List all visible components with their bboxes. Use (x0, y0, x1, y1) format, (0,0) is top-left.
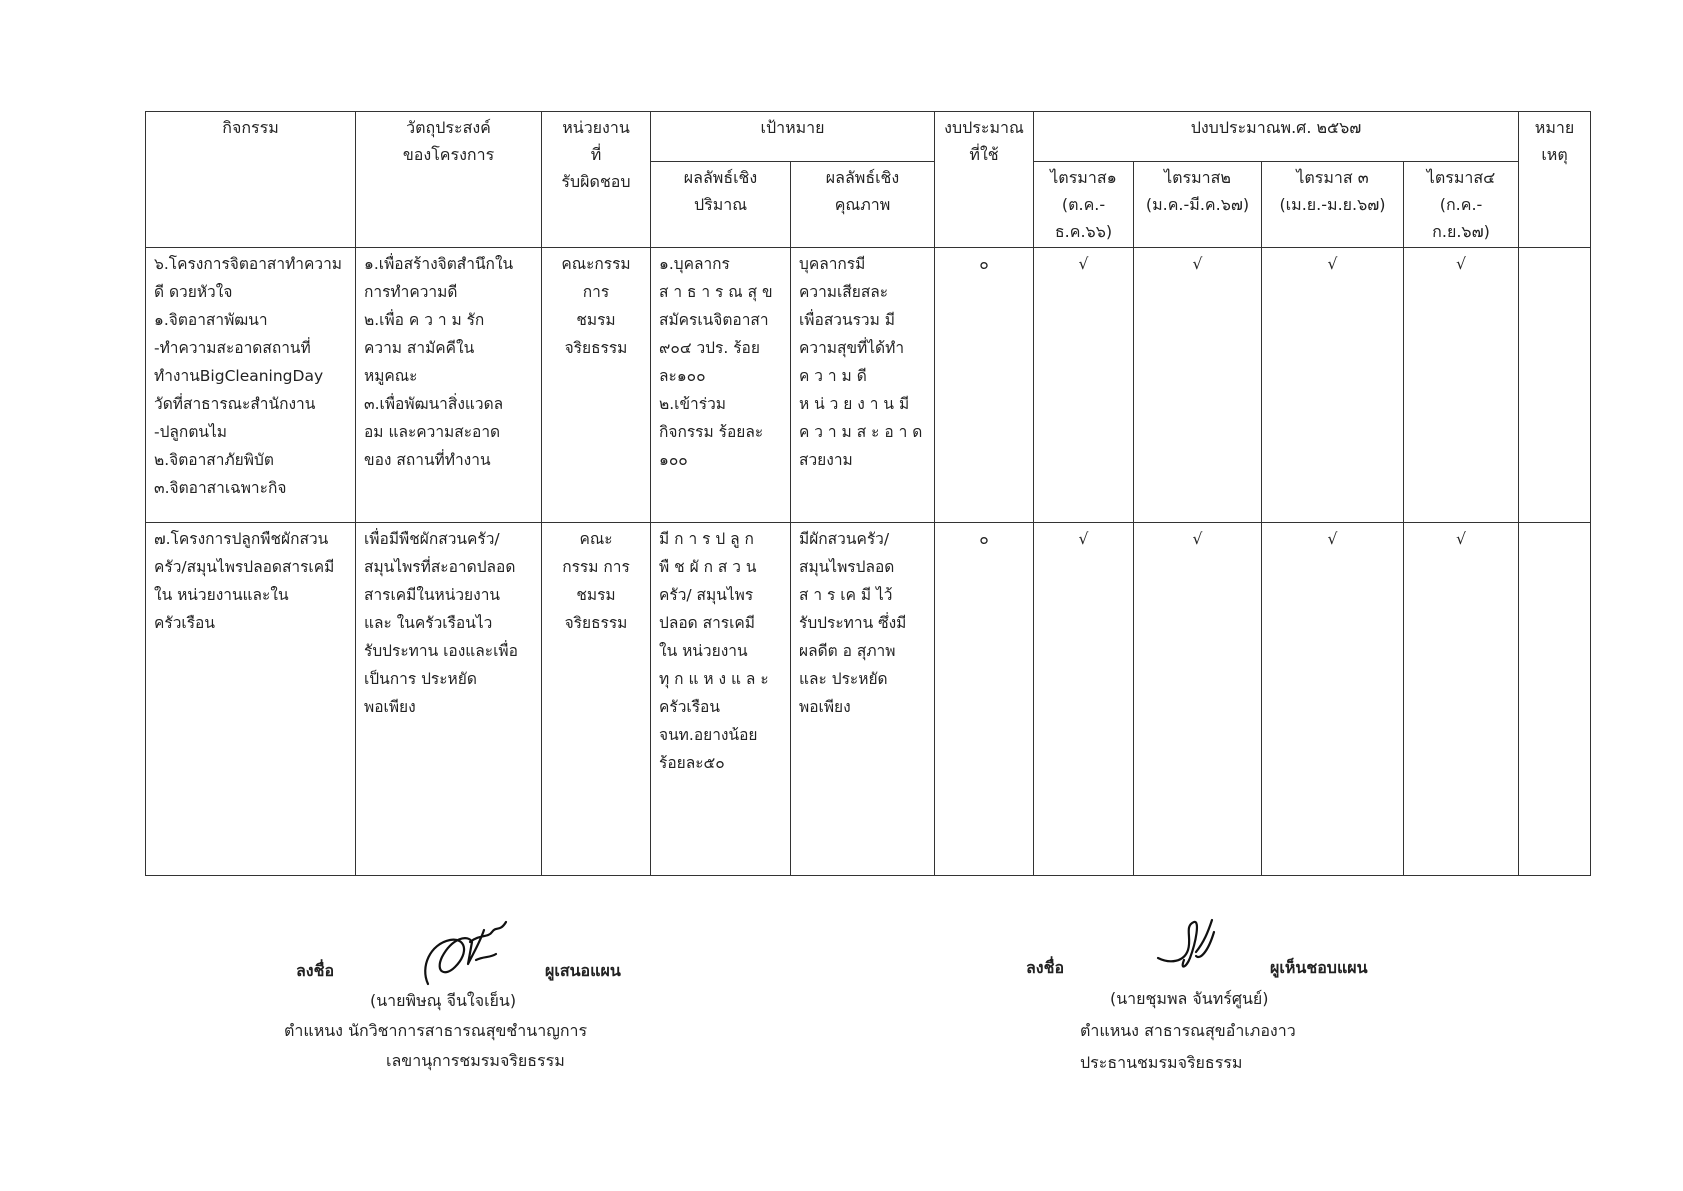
table-row (146, 523, 1591, 876)
proposer-title: เลขานุการชมรมจริยธรรม (386, 1051, 565, 1070)
cell-unit: คณะ กรรม การ ชมรม จริยธรรม (542, 523, 651, 876)
cell-quantity: มี ก า ร ป ลู ก พื ช ผั ก ส ว น ครัว/ สมุนไพร ปลอด สารเคมี ใน หน่วยงาน ทุ ก แ ห ง แ ล ะ ครัวเรือน จนท.อยางน้อย ร้อยละ๕๐ (651, 523, 791, 876)
proposer-name: (นายพิษณุ จีนใจเย็น) (370, 991, 517, 1010)
cell-q3-check: √ (1262, 248, 1404, 523)
cell-activity: ๖.โครงการจิตอาสาทำความ ดี ดวยหัวใจ ๑.จิตอาสาพัฒนา -ทำความสะอาดสถานที่ ทำงานBigCleaningDay วัดที่สาธารณะสำนักงาน -ปลูกตนไม ๒.จิตอาสาภัยพิบัต ๓.จิตอาสาเฉพาะกิจ (146, 248, 356, 523)
header-quantity: ผลลัพธ์เชิง ปริมาณ (651, 162, 791, 248)
proposer-position: ตำแหนง นักวิชาการสาธารณสุขชำนาญการ (284, 1021, 588, 1040)
approver-name: (นายชุมพล จันทร์ศูนย์) (1110, 989, 1269, 1008)
cell-q1-check: √ (1034, 523, 1134, 876)
cell-budget: ๐ (935, 523, 1034, 876)
header-activity: กิจกรรม (146, 112, 356, 248)
cell-quality: มีผักสวนครัว/ สมุนไพรปลอด ส า ร เค มี ไว้ รับประทาน ซึ่งมี ผลดีต อ สุภาพ และ ประหยัด พอเพียง (791, 523, 935, 876)
cell-objective: เพื่อมีพืชผักสวนครัว/ สมุนไพรที่สะอาดปลอด สารเคมีในหน่วยงาน และ ในครัวเรือนไว รับประทาน เองและเพื่อ เป็นการ ประหยัด พอเพียง (356, 523, 542, 876)
header-remark: หมาย เหตุ (1519, 112, 1591, 248)
header-budget: งบประมาณ ที่ใช้ (935, 112, 1034, 248)
table-row (146, 248, 1591, 523)
header-quarter-2: ไตรมาส๒ (ม.ค.-มี.ค.๖๗) (1134, 162, 1262, 248)
cell-unit: คณะกรรม การ ชมรม จริยธรรม (542, 248, 651, 523)
handwritten-signature (410, 912, 510, 992)
cell-q4-check: √ (1404, 523, 1519, 876)
header-quality: ผลลัพธ์เชิง คุณภาพ (791, 162, 935, 248)
cell-q4-check: √ (1404, 248, 1519, 523)
header-fiscal-year: ปงบประมาณพ.ศ. ๒๕๖๗ (1034, 112, 1519, 162)
cell-q2-check: √ (1134, 523, 1262, 876)
header-quarter-4: ไตรมาส๔ (ก.ค.-ก.ย.๖๗) (1404, 162, 1519, 248)
sign-label: ลงชื่อ (296, 961, 335, 980)
sign-label: ลงชื่อ (1026, 958, 1065, 977)
header-quarter-1: ไตรมาส๑ (ต.ค.-ธ.ค.๖๖) (1034, 162, 1134, 248)
header-quarter-3: ไตรมาส ๓ (เม.ย.-ม.ย.๖๗) (1262, 162, 1404, 248)
cell-quality: บุคลากรมี ความเสียสละ เพื่อสวนรวม มี ความสุขที่ได้ทำ ค ว า ม ดี ห น่ ว ย ง า น มี ค ว า ม ส ะ อ า ด สวยงาม (791, 248, 935, 523)
cell-objective: ๑.เพื่อสร้างจิตสำนึกใน การทำความดี ๒.เพื่อ ค ว า ม รัก ความ สามัคคีใน หมูคณะ ๓.เพื่อพัฒนาสิ่งแวดล อม และความสะอาด ของ สถานที่ทำงาน (356, 248, 542, 523)
project-plan-table (145, 111, 1591, 876)
header-row-1 (146, 112, 1591, 162)
cell-q1-check: √ (1034, 248, 1134, 523)
proposer-role-label: ผูเสนอแผน (545, 961, 621, 980)
cell-quantity: ๑.บุคลากร ส า ธ า ร ณ สุ ข สมัครเนจิตอาสา ๙๐๔ วปร. ร้อย ละ๑๐๐ ๒.เข้าร่วม กิจกรรม ร้อยละ ๑๐๐ (651, 248, 791, 523)
cell-q3-check: √ (1262, 523, 1404, 876)
header-objective: วัตถุประสงค์ ของโครงการ (356, 112, 542, 248)
cell-q2-check: √ (1134, 248, 1262, 523)
cell-remark (1519, 248, 1591, 523)
approver-position: ตำแหนง สาธารณสุขอำเภองาว (1080, 1021, 1296, 1040)
approver-title: ประธานชมรมจริยธรรม (1080, 1053, 1243, 1072)
handwritten-signature (1150, 912, 1230, 978)
cell-activity: ๗.โครงการปลูกพืชผักสวน ครัว/สมุนไพรปลอดสารเคมี ใน หน่วยงานและใน ครัวเรือน (146, 523, 356, 876)
cell-budget: ๐ (935, 248, 1034, 523)
header-target: เป้าหมาย (651, 112, 935, 162)
cell-remark (1519, 523, 1591, 876)
header-responsible-unit: หน่วยงาน ที่ รับผิดชอบ (542, 112, 651, 248)
approver-role-label: ผูเห็นชอบแผน (1270, 958, 1368, 977)
